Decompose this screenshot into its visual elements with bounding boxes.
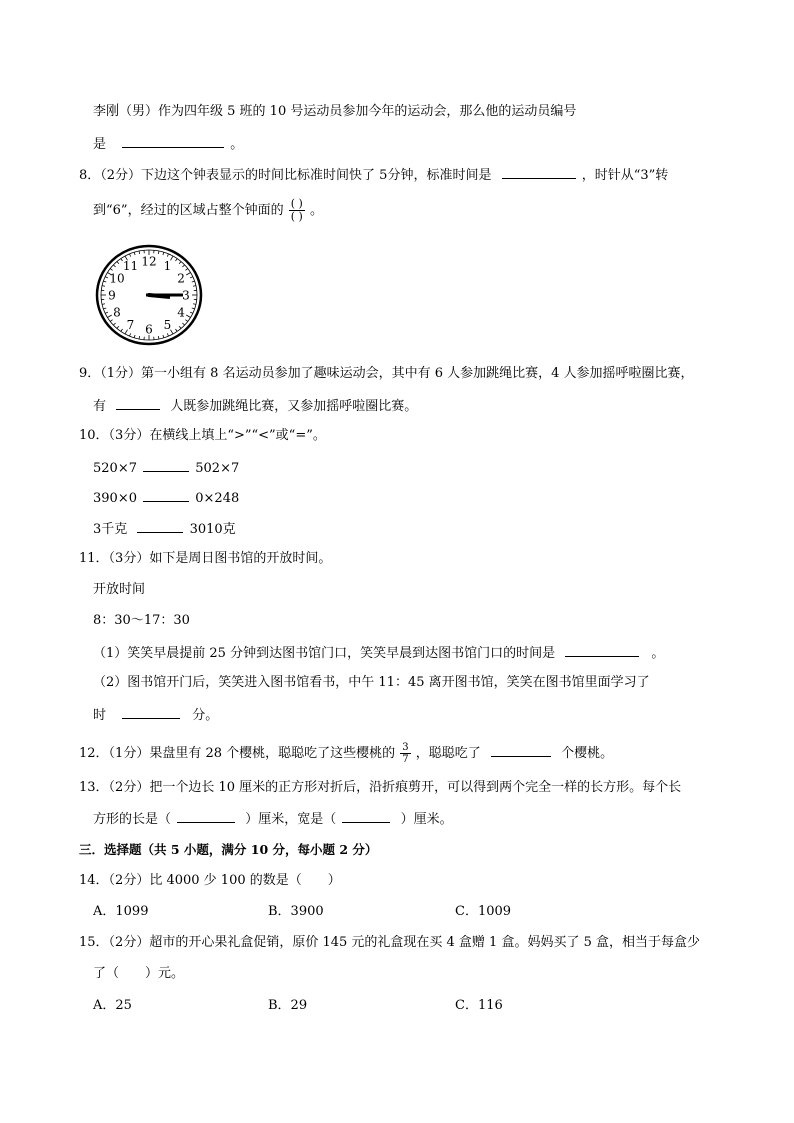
clock-number: 10 (109, 271, 125, 286)
clock-number: 2 (177, 271, 185, 286)
q8-frac-denominator: ( ) (290, 210, 303, 223)
q7-line1: 李刚（男）作为四年级 5 班的 10 号运动员参加今年的运动会，那么他的运动员编号 (93, 104, 577, 119)
clock-tick (110, 320, 112, 322)
q15-line1: 15．（2分）超市的开心果礼盒促销，原价 145 元的礼盒现在买 4 盒赠 1 盒。妈妈买了 5 盒，相当于每盒少 (79, 935, 700, 950)
clock-tick (107, 315, 111, 318)
clock-tick (186, 273, 190, 276)
q14-option-b[interactable]: B．3900 (268, 904, 324, 919)
clock-tick (139, 336, 140, 339)
clock-tick (139, 251, 140, 254)
q12-frac-numerator: 3 (402, 742, 409, 753)
clock-number: 3 (182, 288, 190, 303)
q8-line2-pre: 到“6”，经过的区域占整个钟面的 (93, 203, 284, 218)
clock-tick (185, 320, 187, 322)
q15-option-b[interactable]: B．29 (268, 998, 308, 1013)
clock-hour-hand (149, 295, 170, 297)
q10-row2-blank[interactable] (143, 488, 189, 502)
q10-row1-right: 502×7 (195, 461, 240, 476)
clock-number: 11 (122, 259, 139, 274)
clock-tick (113, 323, 115, 325)
q9-line2 (93, 396, 417, 416)
q8-line1-post: ，时针从“3”转 (581, 168, 669, 183)
clock-tick (190, 277, 193, 278)
clock-number: 7 (126, 317, 135, 332)
q7-line2-post: 。 (230, 137, 244, 152)
q15-line2: 了（ ）元。 (93, 966, 185, 981)
clock-tick (158, 251, 159, 254)
clock-tick (117, 262, 119, 264)
q10-row-2 (93, 488, 239, 508)
clock-tick (158, 336, 159, 339)
q12-stem: 12．（1分）果盘里有 28 个樱桃，聪聪吃了这些樱桃的 (79, 746, 396, 761)
clock-tick (193, 304, 196, 305)
q12-mid: ，聪聪吃了 (415, 746, 481, 761)
clock-tick (182, 265, 184, 267)
clock-tick (103, 281, 106, 282)
q13-line1: 13．（2分）把一个边长 10 厘米的正方形对折后，沿折痕剪开，可以得到两个完全一样的长方形。每个长 (79, 780, 682, 795)
clock-tick (103, 308, 106, 309)
clock-tick (134, 252, 135, 255)
q11-sub2-pre: 时 (93, 708, 107, 723)
q11-sub2-post: 分。 (192, 708, 219, 723)
q8-line2-post: 。 (309, 203, 323, 218)
clock-tick (175, 259, 177, 261)
q8-time-blank[interactable] (502, 165, 576, 179)
clock-tick (117, 326, 119, 328)
q11-sub2-line1: （2）图书馆开门后，笑笑进入图书馆看书，中午 11：45 离开图书馆，笑笑在图书馆里面学习了 (93, 675, 650, 690)
q8-fraction-blank[interactable] (289, 198, 305, 223)
q8-stem: 8．（2分）下边这个钟表显示的时间比标准时间快了 5分钟，标准时间是 (79, 168, 492, 183)
clock-tick (192, 308, 195, 309)
clock-tick (110, 269, 112, 271)
clock-number: 8 (113, 305, 121, 320)
clock-number: 6 (145, 322, 153, 337)
clock-number: 1 (163, 259, 172, 274)
q9-answer-blank[interactable] (116, 396, 160, 410)
clock-tick (163, 252, 164, 255)
q11-sub1 (93, 643, 664, 663)
q11-hours: 8：30～17：30 (93, 613, 190, 628)
q10-row3-right: 3010克 (189, 522, 236, 537)
q12-line (79, 742, 613, 765)
q11-sub2-blank[interactable] (122, 705, 180, 719)
clock-face-image (95, 244, 203, 346)
q9-line2-pre: 有 (93, 399, 107, 414)
clock-tick (179, 262, 181, 264)
q7-line2 (93, 134, 243, 154)
q11-sub1-text: （1）笑笑早晨提前 25 分钟到达图书馆门口，笑笑早晨到达图书馆门口的时间是 (93, 646, 556, 661)
q14-option-a[interactable]: A．1099 (93, 904, 149, 919)
q10-row-3 (93, 519, 236, 539)
clock-tick (163, 335, 164, 338)
clock-tick (134, 335, 135, 338)
q13-width-blank[interactable] (342, 809, 390, 823)
q10-row3-left: 3千克 (93, 522, 128, 537)
q15-option-c[interactable]: C．116 (455, 998, 503, 1013)
q12-answer-blank[interactable] (491, 743, 551, 757)
q10-row2-left: 390×0 (93, 491, 137, 506)
clock-tick (129, 333, 130, 336)
clock-tick (105, 312, 108, 313)
clock-tick (185, 269, 187, 271)
q8-line1 (79, 165, 668, 185)
clock-tick (113, 265, 115, 267)
clock-tick (192, 281, 195, 282)
q12-fraction (400, 742, 410, 765)
clock-tick (190, 312, 193, 313)
q8-frac-numerator: ( ) (290, 197, 303, 210)
q7-line2-pre: 是 (93, 137, 107, 152)
clock-tick (102, 304, 105, 305)
clock-number: 4 (177, 305, 185, 320)
q9-line1: 9．（1分）第一小组有 8 名运动员参加了趣味运动会，其中有 6 人参加跳绳比赛，4 人参加摇呼啦圈比赛， (79, 366, 694, 381)
q11-sub2-line2 (93, 705, 218, 725)
clock-tick (175, 329, 177, 331)
clock-number: 5 (163, 317, 172, 332)
clock-tick (102, 286, 105, 287)
q12-frac-denominator: 7 (402, 754, 409, 765)
q10-title: 10．（3分）在横线上填上“>”“<”或“=”。 (79, 428, 326, 443)
q11-heading: 开放时间 (93, 582, 146, 597)
clock-number: 9 (108, 288, 116, 303)
q13-line2-c: ）厘米。 (400, 812, 453, 827)
clock-tick (193, 286, 196, 287)
q11-sub1-blank[interactable] (565, 643, 639, 657)
q9-line2-post: 人既参加跳绳比赛，又参加摇呼啦圈比赛。 (170, 399, 418, 414)
section-3-heading: 三．选择题（共 5 小题，满分 10 分，每小题 2 分） (79, 842, 378, 857)
q13-line2-a: 方形的长是（ (93, 812, 172, 827)
q14-stem: 14．（2分）比 4000 少 100 的数是（ ） (79, 873, 341, 888)
q15-option-a[interactable]: A．25 (93, 998, 132, 1013)
q10-row-1 (93, 458, 239, 478)
clock-tick (121, 329, 123, 331)
clock-center (147, 293, 151, 297)
clock-tick (167, 254, 168, 257)
q13-line2-b: ）厘米，宽是（ (245, 812, 337, 827)
q11-sub1-post: 。 (651, 646, 665, 661)
q12-post: 个樱桃。 (561, 746, 614, 761)
q7-answer-blank[interactable] (122, 134, 224, 148)
clock-tick (179, 326, 181, 328)
clock-tick (129, 254, 130, 257)
clock-number: 12 (141, 254, 157, 269)
q10-row1-blank[interactable] (143, 458, 189, 472)
q13-length-blank[interactable] (177, 809, 235, 823)
clock-tick (167, 333, 168, 336)
clock-tick (105, 277, 108, 278)
clock-tick (186, 315, 190, 318)
q11-title: 11．（3分）如下是周日图书馆的开放时间。 (79, 551, 332, 566)
q10-row1-left: 520×7 (93, 461, 137, 476)
q13-line2 (93, 809, 453, 829)
q14-option-c[interactable]: C．1009 (455, 904, 512, 919)
q10-row2-right: 0×248 (195, 491, 240, 506)
q8-line2 (93, 198, 323, 223)
clock-tick (182, 323, 184, 325)
q10-row3-blank[interactable] (137, 519, 183, 533)
